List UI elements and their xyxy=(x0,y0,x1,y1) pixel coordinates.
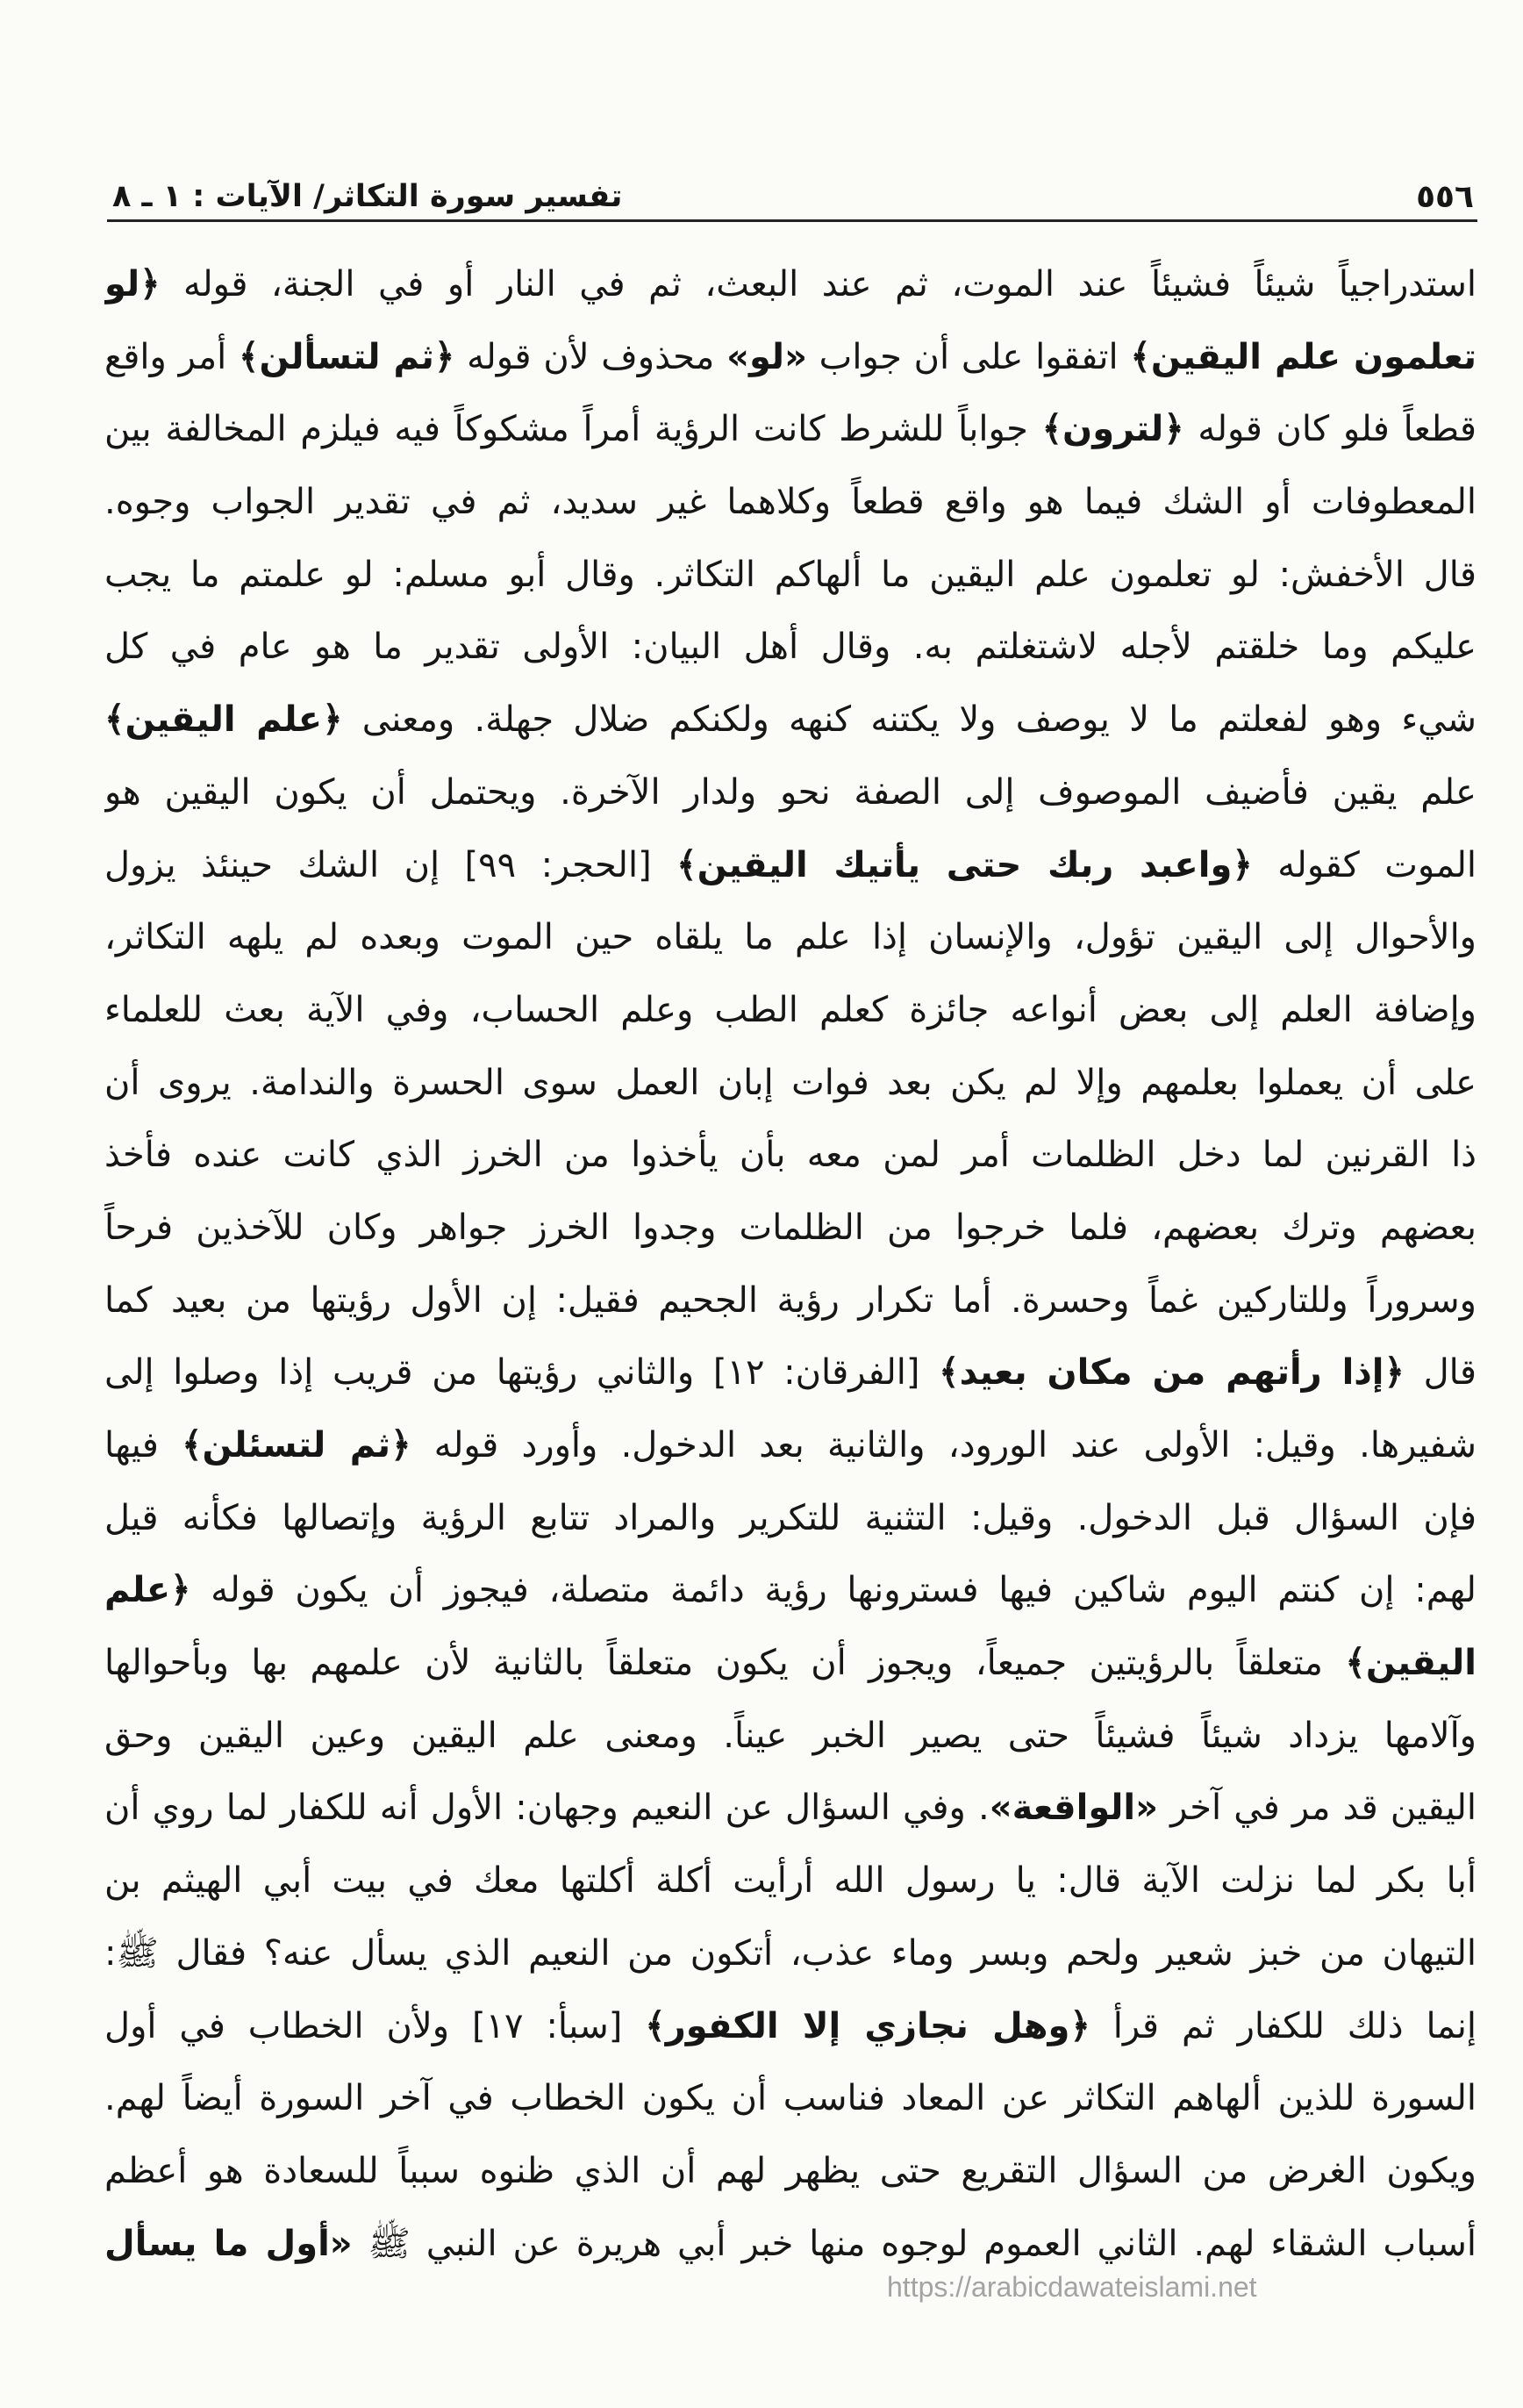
text-line: علم يقين فأضيف الموصوف إلى الصفة نحو ولدار الآخرة. ويحتمل أن يكون اليقين هو xyxy=(104,771,1477,813)
text-line: وإضافة العلم إلى بعض أنواعه جائزة كعلم الطب وعلم الحساب، وفي الآية بعث للعلماء xyxy=(104,989,1477,1030)
quoted-text: «أول ما يسأل xyxy=(104,2223,353,2264)
quoted-text: ﴿لو xyxy=(104,264,161,305)
text-line: والأحوال إلى اليقين تؤول، والإنسان إذا علم ما يلقاه حين الموت وبعده لم يلهه التكاثر، xyxy=(104,917,1477,958)
text-line: الموت كقوله ﴿واعبد ربك حتى يأتيك اليقين﴾ [الحجر: ٩٩] إن الشك حينئذ يزول xyxy=(104,844,1477,885)
text-line: شفيرها. وقيل: الأولى عند الورود، والثانية بعد الدخول. وأورد قوله ﴿ثم لتسئلن﴾ فيها xyxy=(104,1425,1477,1466)
text-line: إنما ذلك للكفار ثم قرأ ﴿وهل نجازي إلا الكفور﴾ [سبأ: ١٧] ولأن الخطاب في أول xyxy=(104,2005,1477,2046)
quoted-text: تعلمون علم اليقين﴾ xyxy=(1130,336,1477,377)
text-line: ذا القرنين لما دخل الظلمات أمر لمن معه بأن يأخذوا من الخرز الذي كانت عنده فأخذ xyxy=(104,1135,1477,1176)
text-line: قال ﴿إذا رأتهم من مكان بعيد﴾ [الفرقان: ١٢] والثاني رؤيتها من قريب إذا وصلوا إلى xyxy=(104,1352,1477,1394)
quoted-text: ﴿وهل نجازي إلا الكفور﴾ xyxy=(645,2005,1090,2046)
text-line: استدراجياً شيئاً فشيئاً عند الموت، ثم عند البعث، ثم في النار أو في الجنة، قوله ﴿لو xyxy=(104,264,1477,305)
text-line: شيء وهو لفعلتم ما لا يوصف ولا يكتنه كنهه ولكنكم ضلال جهلة. ومعنى ﴿علم اليقين﴾ xyxy=(104,699,1477,741)
text-line: المعطوفات أو الشك فيما هو واقع قطعاً وكلاهما غير سديد، ثم في تقدير الجواب وجوه. xyxy=(104,482,1477,523)
text-line: لهم: إن كنتم اليوم شاكين فيها فسترونها رؤية دائمة متصلة، فيجوز أن يكون قوله ﴿علم xyxy=(104,1570,1477,1611)
text-line: قال الأخفش: لو تعلمون علم اليقين ما ألهاكم التكاثر. وقال أبو مسلم: لو علمتم ما يجب xyxy=(104,554,1477,595)
text-line: تعلمون علم اليقين﴾ اتفقوا على أن جواب «لو» محذوف لأن قوله ﴿ثم لتسألن﴾ أمر واقع xyxy=(104,336,1477,377)
text-line: أسباب الشقاء لهم. الثاني العموم لوجوه منها خبر أبي هريرة عن النبي ﷺ «أول ما يسأل xyxy=(104,2223,1477,2264)
text-line: التيهان من خبز شعير ولحم وبسر وماء عذب، أتكون من النعيم الذي يسأل عنه؟ فقال ﷺ: xyxy=(104,1932,1477,1974)
quoted-text: ﴿ثم لتسئلن﴾ xyxy=(182,1425,411,1466)
text-line: وآلامها يزداد شيئاً فشيئاً حتى يصير الخبر عيناً. ومعنى علم اليقين وعين اليقين وحق xyxy=(104,1715,1477,1756)
text-line: على أن يعملوا بعلمهم وإلا لم يكن بعد فوات إبان العمل سوى الحسرة والندامة. يروى أن xyxy=(104,1062,1477,1103)
text-line: قطعاً فلو كان قوله ﴿لترون﴾ جواباً للشرط كانت الرؤية أمراً مشكوكاً فيه فيلزم المخالفة بين xyxy=(104,409,1477,450)
quoted-text: ﴿واعبد ربك حتى يأتيك اليقين﴾ xyxy=(676,844,1253,885)
quoted-text: ﴿علم xyxy=(104,1570,191,1611)
quoted-text: ﴿لترون﴾ xyxy=(1041,409,1184,450)
quoted-text: اليقين﴾ xyxy=(1345,1643,1477,1684)
text-line: فإن السؤال قبل الدخول. وقيل: التثنية للتكرير والمراد تتابع الرؤية وإتصالها فكأنه قيل xyxy=(104,1497,1477,1538)
watermark-url: https://arabicdawateislami.net xyxy=(887,2271,1257,2303)
quoted-text: «الواقعة» xyxy=(989,1788,1158,1829)
quoted-text: ﴿إذا رأتهم من مكان بعيد﴾ xyxy=(939,1352,1405,1394)
text-line: ويكون الغرض من السؤال التقريع حتى يظهر لهم أن الذي ظنوه سبباً للسعادة هو أعظم xyxy=(104,2150,1477,2191)
text-line: السورة للذين ألهاهم التكاثر عن المعاد فناسب أن يكون الخطاب في آخر السورة أيضاً لهم. xyxy=(104,2078,1477,2119)
quoted-text: ﴿ثم لتسألن﴾ xyxy=(239,336,455,377)
text-line: وسروراً وللتاركين غماً وحسرة. أما تكرار رؤية الجحيم فقيل: إن الأول رؤيتها من بعيد كما xyxy=(104,1279,1477,1321)
text-line: أبا بكر لما نزلت الآية قال: يا رسول الله أرأيت أكلة أكلتها معك في بيت أبي الهيثم بن xyxy=(104,1860,1477,1902)
quoted-text: «لو» xyxy=(726,336,807,377)
text-line: اليقين قد مر في آخر «الواقعة». وفي السؤال عن النعيم وجهان: الأول أنه للكفار لما روي أن xyxy=(104,1788,1477,1829)
text-line: عليكم وما خلقتم لأجله لاشتغلتم به. وقال أهل البيان: الأولى تقدير ما هو عام في كل xyxy=(104,627,1477,668)
running-title: تفسير سورة التكاثر/ الآيات : ١ ـ ٨ xyxy=(112,179,623,214)
body-text xyxy=(104,248,1477,2280)
page-header xyxy=(112,172,1474,221)
header-rule xyxy=(107,219,1477,222)
text-line: اليقين﴾ متعلقاً بالرؤيتين جميعاً، ويجوز أن يكون متعلقاً بالثانية لأن علمهم بها وبأحوالها xyxy=(104,1643,1477,1684)
quoted-text: ﴿علم اليقين﴾ xyxy=(104,699,343,741)
text-line: بعضهم وترك بعضهم، فلما خرجوا من الظلمات وجدوا الخرز جواهر وكان للآخذين فرحاً xyxy=(104,1207,1477,1248)
page-number: ٥٥٦ xyxy=(1416,178,1474,215)
